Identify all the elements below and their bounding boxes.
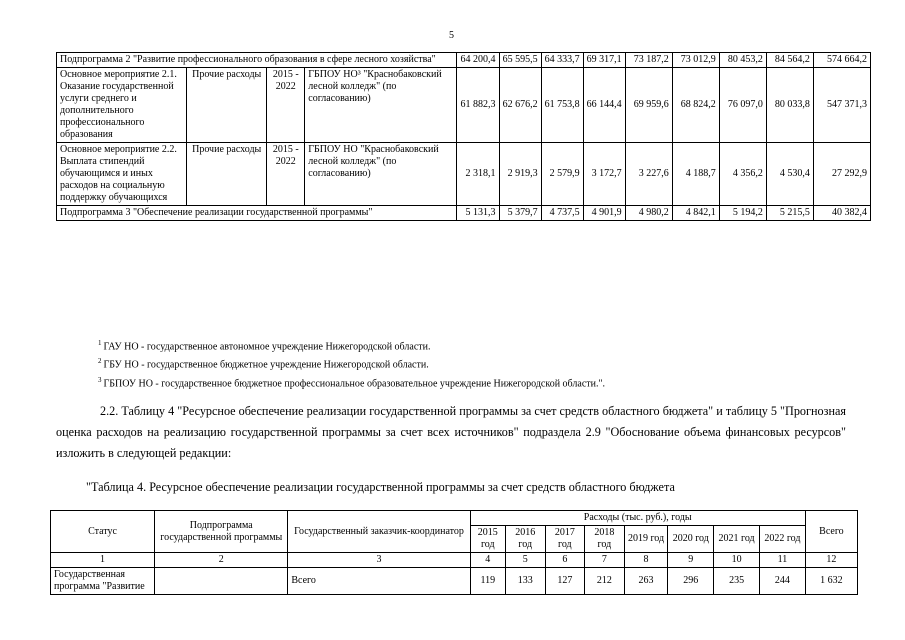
resource-table <box>50 510 858 595</box>
column-number: 5 <box>505 553 545 568</box>
value-cell: 61 753,8 <box>541 68 583 143</box>
value-cell: 547 371,3 <box>813 68 870 143</box>
value-cell: 84 564,2 <box>766 53 813 68</box>
table-row <box>57 53 871 68</box>
value-cell: 212 <box>585 568 625 595</box>
value-cell: 65 595,5 <box>499 53 541 68</box>
value-cell: 73 187,2 <box>625 53 672 68</box>
column-number: 9 <box>668 553 714 568</box>
value-cell: 64 200,4 <box>457 53 499 68</box>
value-cell: 69 959,6 <box>625 68 672 143</box>
column-number: 3 <box>288 553 470 568</box>
value-cell: 64 333,7 <box>541 53 583 68</box>
row-label: Подпрограмма 2 "Развитие профессионального образования в сфере лесного хозяйства" <box>57 53 457 68</box>
table-row <box>57 143 871 206</box>
value-cell: 73 012,9 <box>672 53 719 68</box>
column-number: 10 <box>714 553 760 568</box>
value-cell: 133 <box>505 568 545 595</box>
value-cell: 5 194,2 <box>719 206 766 221</box>
value-cell: 80 033,8 <box>766 68 813 143</box>
header-status: Статус <box>51 511 155 553</box>
column-number: 1 <box>51 553 155 568</box>
year-header: 2017 год <box>545 526 585 553</box>
footnote <box>98 336 605 354</box>
value-cell: 119 <box>470 568 505 595</box>
value-cell: 76 097,0 <box>719 68 766 143</box>
year-header: 2019 год <box>624 526 668 553</box>
value-cell: 2 318,1 <box>457 143 499 206</box>
financing-table <box>56 52 871 221</box>
value-cell: 68 824,2 <box>672 68 719 143</box>
footnote-text: ГБПОУ НО - государственное бюджетное профессиональное образовательное учреждение Нижегородской области.". <box>103 377 606 389</box>
value-cell: 66 144,4 <box>583 68 625 143</box>
value-cell: 4 901,9 <box>583 206 625 221</box>
footnote <box>98 354 605 372</box>
value-cell: 5 131,3 <box>457 206 499 221</box>
row-label: Основное мероприятие 2.2. Выплата стипендий обучающимся и иных расходов на социальную поддержку обучающихся <box>57 143 187 206</box>
value-cell: 263 <box>624 568 668 595</box>
value-cell: 4 737,5 <box>541 206 583 221</box>
header-expenses: Расходы (тыс. руб.), годы <box>470 511 805 526</box>
subprogram-cell <box>155 568 288 595</box>
header-total: Всего <box>805 511 857 553</box>
value-cell: 4 530,4 <box>766 143 813 206</box>
value-cell: 40 382,4 <box>813 206 870 221</box>
column-number: 2 <box>155 553 288 568</box>
value-cell: 2 919,3 <box>499 143 541 206</box>
value-cell: 2 579,9 <box>541 143 583 206</box>
column-number: 4 <box>470 553 505 568</box>
row-label: Основное мероприятие 2.1. Оказание государственной услуги среднего и дополнительного профессионального образования <box>57 68 187 143</box>
table-row <box>57 206 871 221</box>
row-label: Подпрограмма 3 "Обеспечение реализации государственной программы" <box>57 206 457 221</box>
customer-cell: Всего <box>288 568 470 595</box>
value-cell: 4 188,7 <box>672 143 719 206</box>
value-cell: 27 292,9 <box>813 143 870 206</box>
amendment-paragraph: 2.2. Таблицу 4 "Ресурсное обеспечение реализации государственной программы за счет средств областного бюджета" и таблицу 5 "Прогнозная оценка расходов на реализацию государственной программы за счет всех источников" подраздела 2.9 "Обоснование объема финансовых ресурсов" изложить в следующей редакции: <box>56 404 846 460</box>
value-cell: 3 172,7 <box>583 143 625 206</box>
period: 2015 - 2022 <box>267 143 305 206</box>
footnote-mark: 2 <box>98 357 102 366</box>
value-cell: 1 632 <box>805 568 857 595</box>
footnotes <box>98 336 605 391</box>
year-header: 2015 год <box>470 526 505 553</box>
column-number: 12 <box>805 553 857 568</box>
value-cell: 4 842,1 <box>672 206 719 221</box>
value-cell: 61 882,3 <box>457 68 499 143</box>
value-cell: 127 <box>545 568 585 595</box>
footnote-mark: 1 <box>98 339 102 347</box>
column-number: 6 <box>545 553 585 568</box>
header-customer: Государственный заказчик-координатор <box>288 511 470 553</box>
footnote-text: ГАУ НО - государственное автономное учреждение Нижегородской области. <box>103 341 431 353</box>
column-number: 7 <box>585 553 625 568</box>
value-cell: 244 <box>759 568 805 595</box>
expense-type: Прочие расходы <box>187 143 267 206</box>
page-number: 5 <box>449 30 454 41</box>
value-cell: 574 664,2 <box>813 53 870 68</box>
status-cell: Государственная программа "Развитие <box>51 568 155 595</box>
executor: ГБПОУ НО³ "Краснобаковский лесной колледж" (по согласованию) <box>305 68 457 143</box>
header-subprogram: Подпрограмма государственной программы <box>155 511 288 553</box>
table-caption: "Таблица 4. Ресурсное обеспечение реализации государственной программы за счет средств областного бюджета <box>86 480 675 494</box>
value-cell: 235 <box>714 568 760 595</box>
expense-type: Прочие расходы <box>187 68 267 143</box>
executor: ГБПОУ НО "Краснобаковский лесной колледж" (по согласованию) <box>305 143 457 206</box>
value-cell: 3 227,6 <box>625 143 672 206</box>
value-cell: 4 356,2 <box>719 143 766 206</box>
year-header: 2020 год <box>668 526 714 553</box>
year-header: 2021 год <box>714 526 760 553</box>
footnote-mark: 3 <box>98 375 102 384</box>
table-row <box>57 68 871 143</box>
value-cell: 62 676,2 <box>499 68 541 143</box>
year-header: 2022 год <box>759 526 805 553</box>
column-number: 11 <box>759 553 805 568</box>
year-header: 2016 год <box>505 526 545 553</box>
value-cell: 4 980,2 <box>625 206 672 221</box>
value-cell: 5 215,5 <box>766 206 813 221</box>
value-cell: 69 317,1 <box>583 53 625 68</box>
year-header: 2018 год <box>585 526 625 553</box>
column-number: 8 <box>624 553 668 568</box>
value-cell: 80 453,2 <box>719 53 766 68</box>
footnote <box>98 373 605 391</box>
footnote-text: ГБУ НО - государственное бюджетное учреждение Нижегородской области. <box>103 359 429 371</box>
period: 2015 - 2022 <box>267 68 305 143</box>
value-cell: 296 <box>668 568 714 595</box>
value-cell: 5 379,7 <box>499 206 541 221</box>
